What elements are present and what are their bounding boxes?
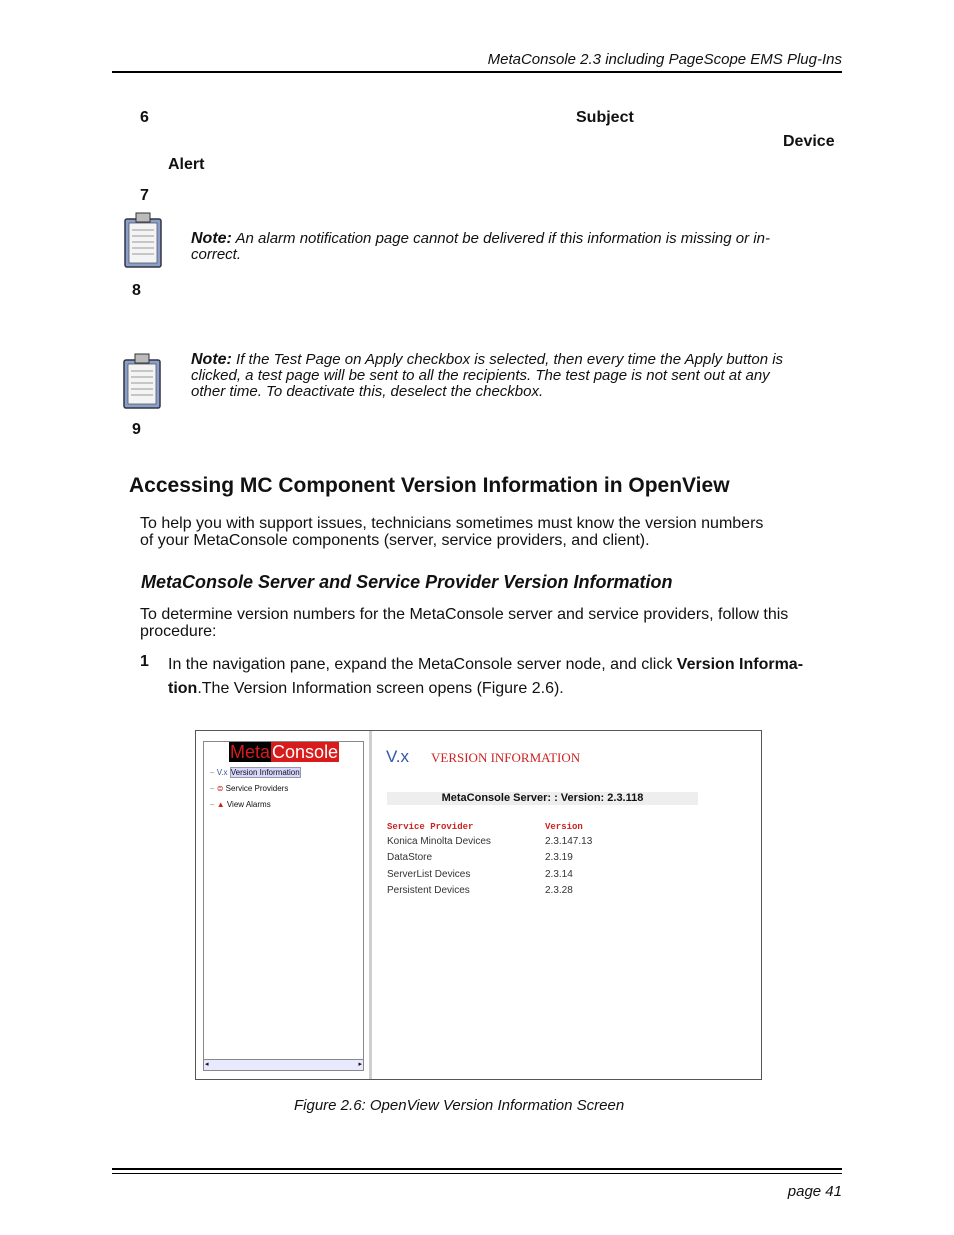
- subsection-title: MetaConsole Server and Service Provider Version Information: [141, 572, 673, 592]
- provider-name: ServerList Devices: [387, 869, 471, 880]
- logo-console: Console: [272, 742, 339, 762]
- provider-name: Konica Minolta Devices: [387, 836, 491, 847]
- alarm-icon: ▲: [216, 800, 225, 809]
- note-1: [191, 231, 841, 263]
- provider-version: 2.3.14: [545, 869, 573, 880]
- section-intro-line-1: To help you with support issues, technicians sometimes must know the version numbers: [140, 515, 764, 532]
- procedure-step-1-number: 1: [140, 653, 149, 670]
- header-rule: [112, 71, 842, 73]
- provider-version: 2.3.19: [545, 852, 573, 863]
- metaconsole-logo: [229, 742, 339, 762]
- horizontal-scrollbar[interactable]: [204, 1059, 363, 1070]
- scroll-left-icon[interactable]: ◂: [205, 1061, 209, 1068]
- note-1-text-line-2: correct.: [191, 246, 242, 263]
- provider-version: 2.3.28: [545, 885, 573, 896]
- step-9-number: 9: [132, 421, 141, 438]
- procedure-step-1: [168, 653, 848, 701]
- footer-rule: [112, 1168, 842, 1170]
- step-6-device-keyword: Device: [783, 133, 835, 150]
- figure-caption: Figure 2.6: OpenView Version Information Screen: [294, 1097, 625, 1114]
- nav-item-service-providers[interactable]: – ⊜ Service Providers: [210, 784, 289, 793]
- running-header: MetaConsole 2.3 including PageScope EMS Plug-Ins: [487, 51, 842, 68]
- note-2-text-line-3: other time. To deactivate this, deselect the checkbox.: [191, 383, 544, 400]
- nav-item-label: Service Providers: [225, 784, 289, 793]
- provider-version: 2.3.147.13: [545, 836, 593, 847]
- step-6-subject-keyword: Subject: [576, 109, 634, 126]
- server-version-bar: MetaConsole Server: : Version: 2.3.118: [387, 792, 698, 805]
- column-header-service-provider: Service Provider: [387, 822, 474, 832]
- procedure-step-1-bold-a: Version Informa-: [676, 656, 804, 673]
- logo-meta: Meta: [230, 742, 271, 762]
- version-icon: V.x: [216, 768, 228, 777]
- procedure-step-1-text: In the navigation pane, expand the MetaConsole server node, and click: [168, 656, 677, 673]
- subsection-intro: [140, 606, 788, 640]
- version-vx-label: V.x: [386, 747, 410, 766]
- step-6-number: 6: [140, 109, 149, 126]
- nav-item-label: Version Information: [230, 768, 300, 777]
- note-clipboard-icon: [119, 352, 165, 415]
- service-provider-icon: ⊜: [216, 784, 224, 793]
- note-1-label: Note:: [191, 230, 232, 247]
- figure-openview-version-screen: [195, 730, 762, 1080]
- note-clipboard-icon: [120, 211, 166, 274]
- section-title: Accessing MC Component Version Information in OpenView: [129, 474, 730, 497]
- nav-item-label: View Alarms: [226, 800, 271, 809]
- section-intro: [140, 515, 763, 549]
- provider-name: Persistent Devices: [387, 885, 470, 896]
- procedure-step-1-bold-b: tion: [168, 680, 198, 697]
- scroll-right-icon[interactable]: ▸: [358, 1061, 362, 1068]
- note-2-text-line-2: clicked, a test page will be sent to all the recipients. The test page is not sent out at any: [191, 367, 770, 384]
- note-1-text-line-1: An alarm notification page cannot be delivered if this information is missing or in-: [231, 230, 770, 247]
- nav-item-view-alarms[interactable]: – ▲ View Alarms: [210, 800, 271, 809]
- procedure-step-1-rest: .The Version Information screen opens (Figure 2.6).: [197, 680, 564, 697]
- footer-rule-thin: [112, 1173, 842, 1174]
- nav-item-version-information[interactable]: – V.x Version Information: [210, 768, 300, 777]
- note-2: [191, 352, 841, 400]
- subsection-intro-line-2: procedure:: [140, 623, 217, 640]
- note-2-text-line-1: If the Test Page on Apply checkbox is selected, then every time the Apply button is: [231, 351, 784, 368]
- page-number: page 41: [787, 1183, 842, 1200]
- navigation-pane: [196, 731, 372, 1079]
- provider-name: DataStore: [387, 852, 433, 863]
- subsection-intro-line-1: To determine version numbers for the MetaConsole server and service providers, follow this: [140, 606, 789, 623]
- step-7-number: 7: [140, 187, 149, 204]
- note-2-label: Note:: [191, 351, 232, 368]
- step-8-number: 8: [132, 282, 141, 299]
- column-header-version: Version: [545, 822, 583, 832]
- version-information-title: VERSION INFORMATION: [431, 750, 581, 765]
- step-6-alert-keyword: Alert: [168, 156, 205, 173]
- navigation-tree-panel: [203, 741, 364, 1071]
- section-intro-line-2: of your MetaConsole components (server, service providers, and client).: [140, 532, 650, 549]
